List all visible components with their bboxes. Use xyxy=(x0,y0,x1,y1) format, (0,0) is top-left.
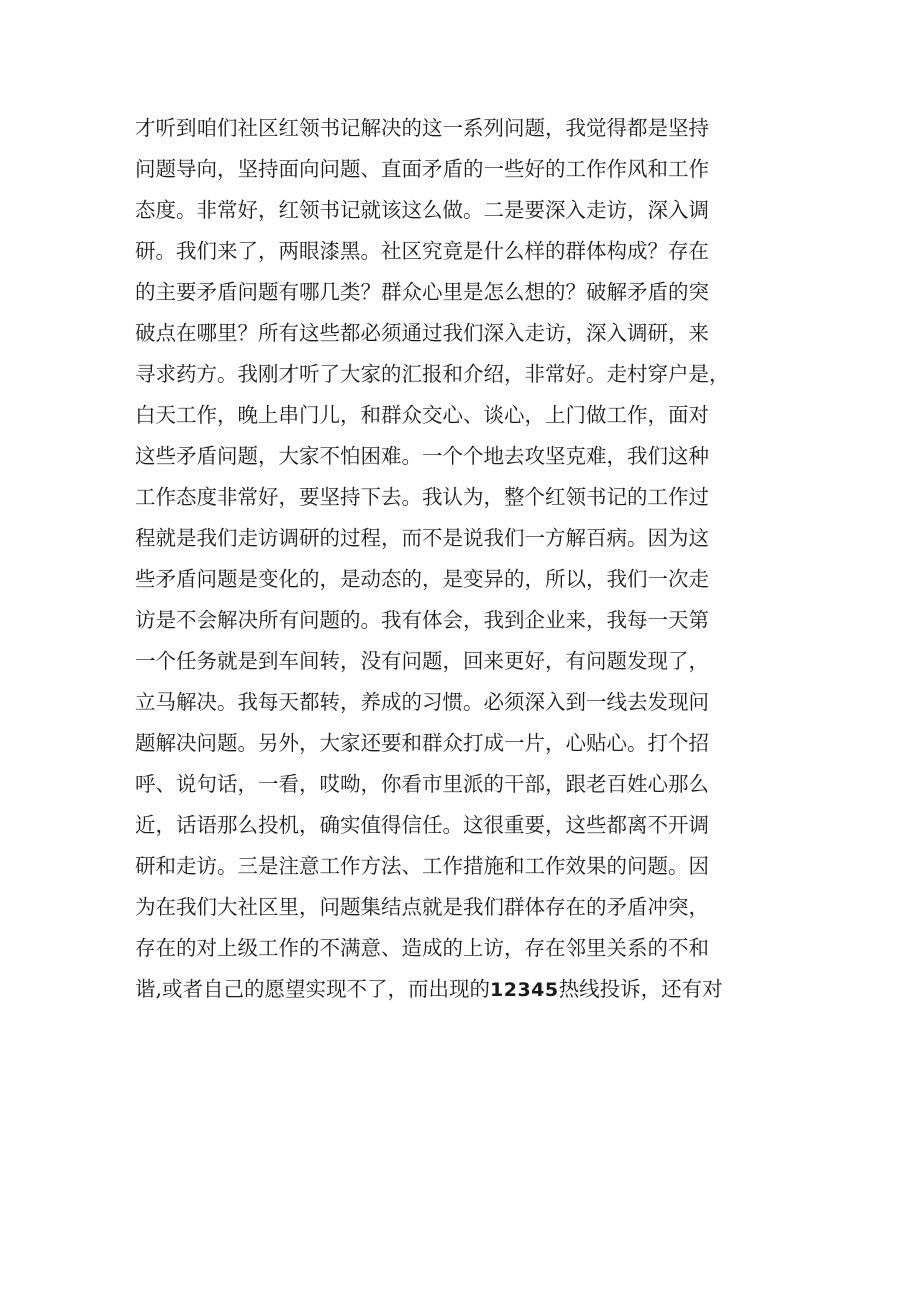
text-line: 这些矛盾问题，大家不怕困难。一个个地去攻坚克难，我们这种 xyxy=(135,444,709,468)
text-line: 白天工作，晚上串门儿，和群众交心、谈心，上门做工作，面对 xyxy=(135,403,709,427)
text-line: 破点在哪里？所有这些都必须通过我们深入走访，深入调研，来 xyxy=(135,321,709,345)
text-line: 才听到咱们社区红领书记解决的这一系列问题，我觉得都是坚持 xyxy=(135,116,709,140)
text-line: 近，话语那么投机，确实值得信任。这很重要，这些都离不开调 xyxy=(135,813,709,837)
text-line: 研和走访。三是注意工作方法、工作措施和工作效果的问题。因 xyxy=(135,854,709,878)
text-line: 研。我们来了，两眼漆黑。社区究竟是什么样的群体构成？存在 xyxy=(135,239,709,263)
text-line: 一个任务就是到车间转，没有问题，回来更好，有问题发现了， xyxy=(135,649,709,673)
text-line: 工作态度非常好，要坚持下去。我认为，整个红领书记的工作过 xyxy=(135,485,709,509)
text-line: 寻求药方。我刚才听了大家的汇报和介绍，非常好。走村穿户是， xyxy=(135,362,730,386)
hotline-number: 12345 xyxy=(490,979,559,1001)
text-line: 题解决问题。另外，大家还要和群众打成一片，心贴心。打个招 xyxy=(135,731,709,755)
text-line: 为在我们大社区里，问题集结点就是我们群体存在的矛盾冲突， xyxy=(135,895,709,919)
text-line: 程就是我们走访调研的过程，而不是说我们一方解百病。因为这 xyxy=(135,526,709,550)
body-paragraph xyxy=(135,108,805,1010)
text-line: 态度。非常好，红领书记就该这么做。二是要深入走访，深入调 xyxy=(135,198,709,222)
text-line: 的主要矛盾问题有哪几类？群众心里是怎么想的？破解矛盾的突 xyxy=(135,280,709,304)
text-segment: 谐,或者自己的愿望实现不了，而出现的 xyxy=(135,977,491,1001)
text-line: 些矛盾问题是变化的，是动态的，是变异的，所以，我们一次走 xyxy=(135,567,709,591)
text-segment: 热线投诉，还有对 xyxy=(558,977,723,1001)
text-line: 问题导向，坚持面向问题、直面矛盾的一些好的工作作风和工作 xyxy=(135,157,709,181)
text-line: 访是不会解决所有问题的。我有体会，我到企业来，我每一天第 xyxy=(135,608,709,632)
text-line: 存在的对上级工作的不满意、造成的上访，存在邻里关系的不和 xyxy=(135,936,709,960)
text-line-last xyxy=(135,969,805,1010)
text-line: 立马解决。我每天都转，养成的习惯。必须深入到一线去发现问 xyxy=(135,690,709,714)
text-line: 呼、说句话，一看，哎呦，你看市里派的干部，跟老百姓心那么 xyxy=(135,772,709,796)
